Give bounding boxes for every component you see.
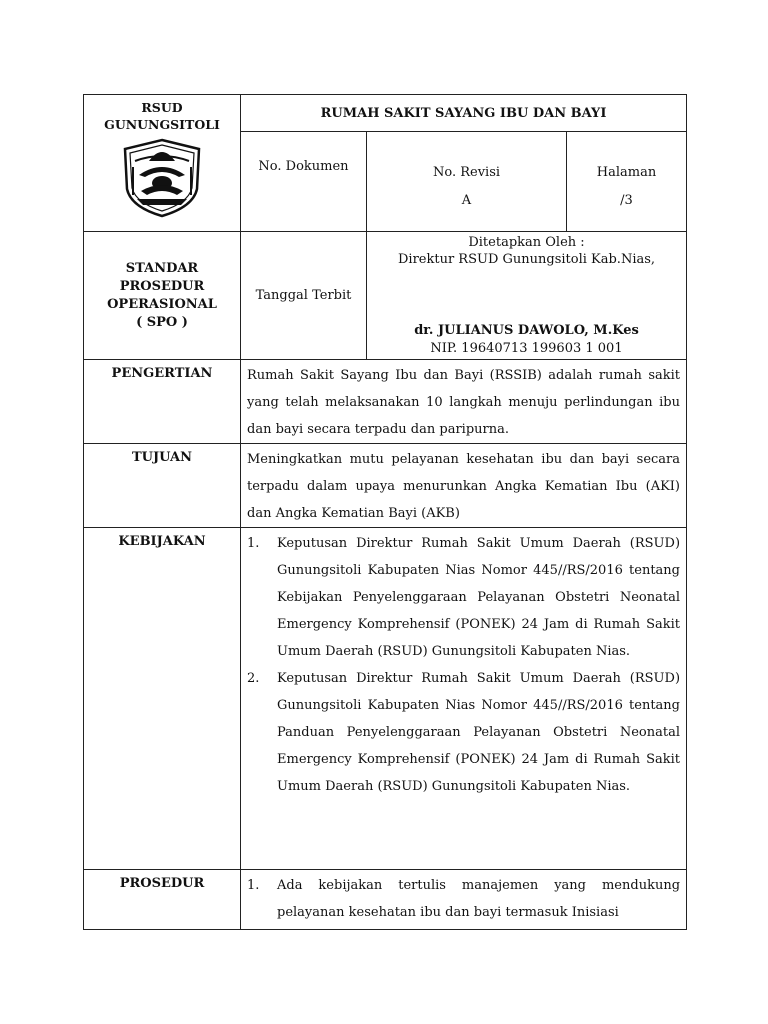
spo-label-line4: ( SPO ) <box>136 314 188 330</box>
signer-name: dr. JULIANUS DAWOLO, M.Kes <box>414 323 639 338</box>
kebijakan-item-text: Keputusan Direktur Rumah Sakit Umum Daerah (RSUD) Gunungsitoli Kabupaten Nias Nomor 445//RS/2016 tentang Kebijakan Penyelenggaraan Pelayanan Obstetri Neonatal Emergency Komprehensif (PONEK) 24 Jam di Rumah Sakit Umum Daerah (RSUD) Gunungsitoli Kabupaten Nias. <box>277 536 681 659</box>
spo-table <box>83 94 687 930</box>
revision-label: No. Revisi <box>432 165 501 180</box>
pengertian-text: Rumah Sakit Sayang Ibu dan Bayi (RSSIB) adalah rumah sakit yang telah melaksanakan 10 langkah menuju perlindungan ibu dan bayi secara terpadu dan paripurna. <box>247 368 681 437</box>
kebijakan-cell <box>241 528 687 870</box>
spo-label-line3: OPERASIONAL <box>107 296 217 312</box>
kebijakan-item-number: 1. <box>247 536 260 551</box>
page-value: /3 <box>620 193 633 208</box>
prosedur-cell <box>241 870 687 930</box>
kebijakan-item <box>247 665 680 800</box>
spo-label-line1: STANDAR <box>125 260 199 276</box>
prosedur-item-text: Ada kebijakan tertulis manajemen yang mendukung pelayanan kesehatan ibu dan bayi termasuk Inisiasi <box>277 878 681 920</box>
tujuan-text: Meningkatkan mutu pelayanan kesehatan ibu dan bayi secara terpadu dalam upaya menurunkan Angka Kematian Ibu (AKI) dan Angka Kematian Bayi (AKB) <box>247 452 681 521</box>
revision-cell <box>367 132 567 232</box>
kebijakan-item-number: 2. <box>247 671 260 686</box>
tujuan-label: TUJUAN <box>84 444 241 528</box>
kebijakan-list <box>241 530 686 800</box>
prosedur-item-number: 1. <box>247 878 260 893</box>
prosedur-list <box>241 872 686 926</box>
pengertian-cell <box>241 360 687 444</box>
signer-nip: NIP. 19640713 199603 1 001 <box>430 341 623 356</box>
doc-number-label: No. Dokumen <box>241 132 367 232</box>
regency-crest-logo <box>119 137 205 219</box>
institution-name: RSUD GUNUNGSITOLI <box>104 100 220 132</box>
prosedur-item <box>247 872 680 926</box>
kebijakan-item-text: Keputusan Direktur Rumah Sakit Umum Daerah (RSUD) Gunungsitoli Kabupaten Nias Nomor 445//RS/2016 tentang Panduan Penyelenggaraan Pelayanan Obstetri Neonatal Emergency Komprehensif (PONEK) 24 Jam di Rumah Sakit Umum Daerah (RSUD) Gunungsitoli Kabupaten Nias. <box>277 671 681 794</box>
issue-date-label: Tanggal Terbit <box>241 232 367 360</box>
institution-cell <box>84 95 241 232</box>
revision-value: A <box>461 193 472 208</box>
kebijakan-label: KEBIJAKAN <box>84 528 241 870</box>
logo-container <box>84 133 240 219</box>
kebijakan-item <box>247 530 680 665</box>
prosedur-label: PROSEDUR <box>84 870 241 930</box>
document-title: RUMAH SAKIT SAYANG IBU DAN BAYI <box>241 95 687 132</box>
page-label: Halaman <box>596 165 657 180</box>
page-cell <box>567 132 687 232</box>
spo-document <box>83 94 686 925</box>
approval-cell <box>367 232 687 360</box>
spo-label-cell <box>84 232 241 360</box>
set-by-org: Direktur RSUD Gunungsitoli Kab.Nias, <box>397 252 656 267</box>
set-by-label: Ditetapkan Oleh : <box>468 235 585 250</box>
tujuan-cell <box>241 444 687 528</box>
pengertian-label: PENGERTIAN <box>84 360 241 444</box>
spo-label-line2: PROSEDUR <box>119 278 205 294</box>
